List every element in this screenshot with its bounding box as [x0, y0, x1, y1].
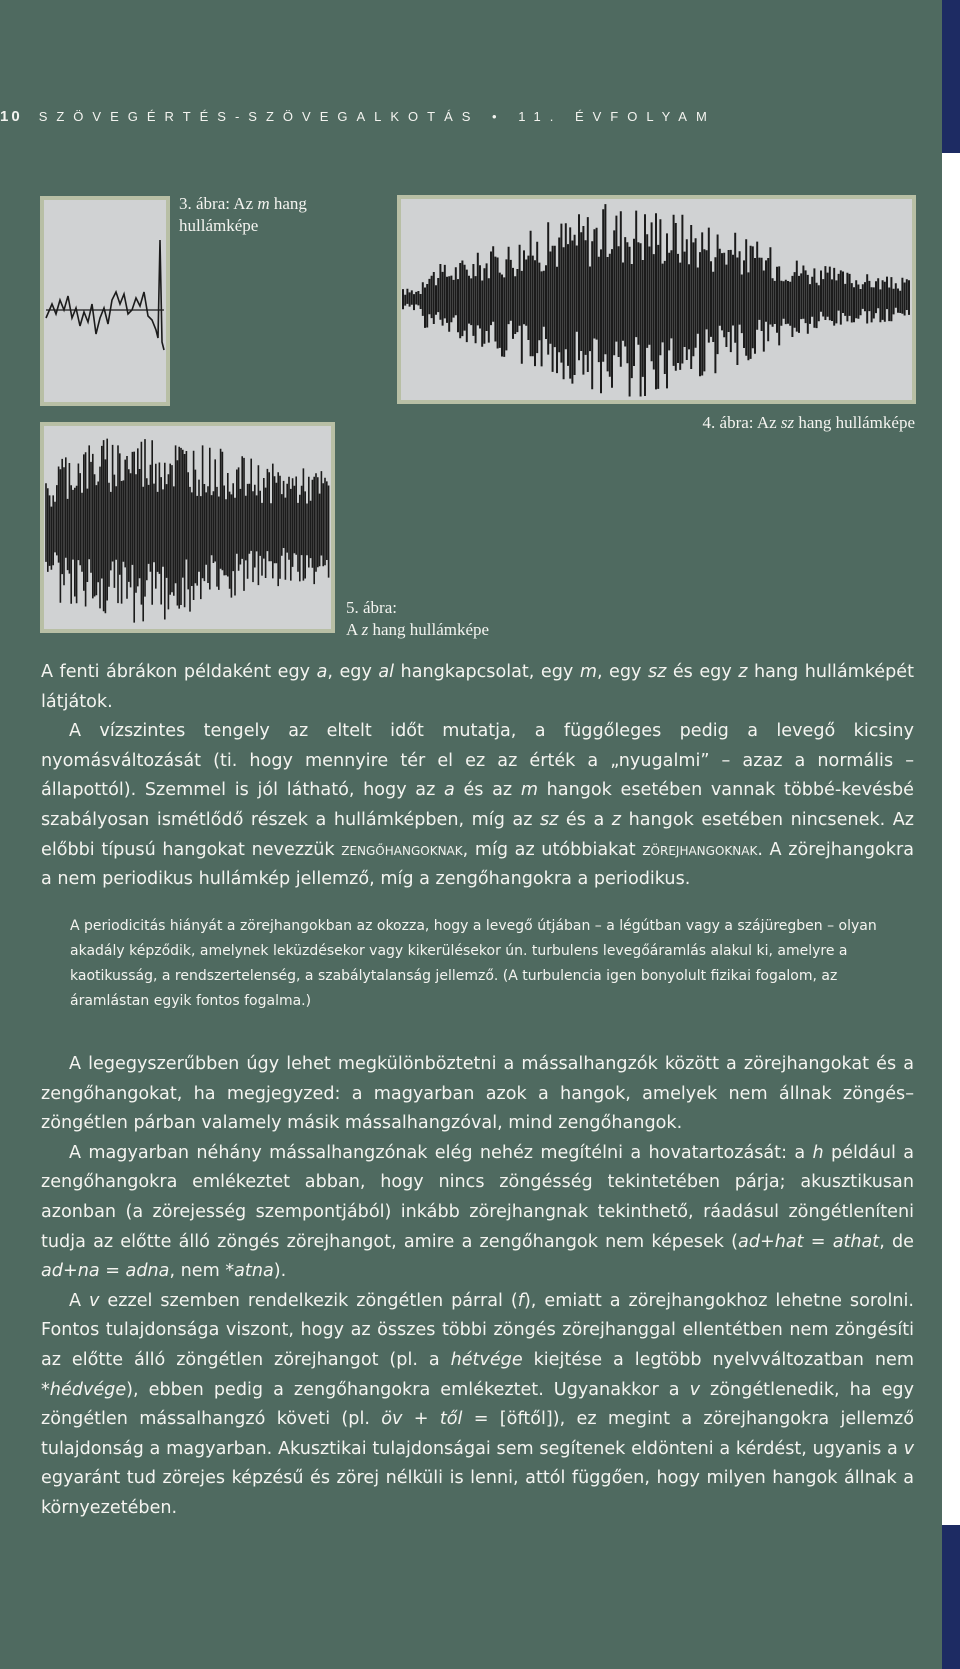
- paragraph-2: [41, 717, 914, 895]
- figure-5-caption: 5. ábra: A z hang hullámképe: [346, 598, 490, 639]
- paragraph-3: [41, 1050, 914, 1139]
- text-run: ), ebben pedig a zengőhangokra emlékeztet. Ugyanakkor a: [126, 1379, 690, 1400]
- text-run: A periodicitás hiányát a zörejhangokban az okozza, hogy a levegő útjában – a légútban vagy a szájüregben – olyan akadály képződik, amelynek leküzdésekor vagy kikerülésekor ún. turbulens levegőáramlás alakul ki, amelyre a kaotikusság, a rendszertelenség, a szabálytalanság jellemző. (A turbulencia igen bonyolult fizikai fogalom, az áramlástan egyik fontos fogalma.): [70, 918, 877, 1009]
- text-run: h: [812, 1142, 824, 1163]
- text-run: hétvége: [450, 1349, 523, 1370]
- intro-text: [41, 658, 914, 895]
- text-run: A vízszintes tengely az eltelt időt mutatja, a függőleges pedig a levegő kicsiny nyomásváltozását (ti. hogy mennyire tér el ez az érték a „nyugalmi” – azaz a normális – állapottól). Szemmel is jól látható, hogy az: [41, 721, 914, 801]
- text-run: és a: [558, 809, 612, 830]
- text-run: , nem *: [169, 1261, 235, 1282]
- text-run: hangkapcsolat, egy: [394, 662, 580, 682]
- text-run: m: [520, 780, 538, 801]
- text-run: hangok esetében vannak többé-kevésbé szabályosan ismétlődő részek a hullámképben, míg az: [41, 780, 914, 830]
- text-run: egyaránt tud zörejes képzésű és zörej nélküli is lenni, attól függően, hogy milyen hangok állnak a környezetében.: [41, 1468, 914, 1518]
- figure-4-caption: 4. ábra: Az sz hang hullámképe: [702, 413, 915, 432]
- paragraph-1: [41, 658, 914, 717]
- text-run: zöngétlenedik, ha egy zöngétlen mássalhangzó követi (pl.: [41, 1379, 914, 1430]
- text-run: ad+hat = athat: [738, 1231, 880, 1252]
- text-run: , míg az utóbbiakat: [462, 839, 643, 860]
- text-run: v: [689, 1379, 700, 1400]
- text-run: = [öftől]), ez megint a zörejhangokra jellemző tulajdonság a magyarban. Akusztikai tulajdonságai sem segítenek eldönteni a kérdést, ugyanis a: [41, 1409, 914, 1459]
- text-run: sz: [539, 809, 559, 830]
- text-run: a: [444, 780, 455, 801]
- text-run: sz: [647, 662, 667, 682]
- text-run: és egy: [666, 662, 739, 682]
- figure-sz-waveform: [397, 195, 916, 404]
- note-paragraph: [70, 914, 890, 1014]
- figure-z-waveform: [40, 422, 335, 633]
- text-run: a: [316, 662, 328, 682]
- text-run: m: [579, 662, 597, 682]
- text-run: ad+na = adna: [41, 1261, 170, 1282]
- text-run: atna: [234, 1261, 274, 1282]
- text-run: ezzel szemben rendelkezik zöngétlen párral (: [99, 1290, 518, 1311]
- text-run: A fenti ábrákon példaként egy: [41, 662, 317, 682]
- paragraph-4: [41, 1139, 914, 1287]
- text-run: zengőhangoknak: [341, 839, 463, 860]
- text-run: v: [903, 1438, 914, 1459]
- text-run: z: [611, 809, 622, 830]
- text-run: zörejhangoknak: [642, 839, 758, 860]
- text-run: f: [517, 1290, 524, 1311]
- right-edge-stripe: [942, 153, 960, 1525]
- text-run: A magyarban néhány mássalhangzónak elég nehéz megítélni a hovatartozását: a: [69, 1142, 813, 1163]
- text-run: A: [69, 1290, 90, 1311]
- text-run: al: [378, 662, 395, 682]
- text-run: hangok esetében nincsenek. Az előbbi típusú hangokat nevezzük: [41, 809, 914, 860]
- figure-m-waveform: [40, 196, 170, 406]
- text-run: hang hullámképét látjátok.: [41, 662, 915, 712]
- text-run: z: [738, 662, 748, 682]
- figure-3-caption: 3. ábra: Az m hang hullámképe: [179, 194, 307, 235]
- text-run: öv + től: [381, 1409, 463, 1430]
- paragraph-5: [41, 1287, 914, 1524]
- text-run: A legegyszerűbben úgy lehet megkülönböztetni a mássalhangzók között a zörejhangokat és a zengőhangokat, ha megjegyzed: a magyarban azok a hangok, amelyek nem állnak zöngés–zöngétlen párban valamely másik mássalhangzóval, mind zengőhangok.: [41, 1054, 914, 1134]
- running-header: [0, 108, 900, 125]
- text-run: kiejtése a legtöbb nyelvváltozatban nem *: [41, 1349, 914, 1400]
- page-number: 10: [0, 108, 23, 125]
- main-text: [41, 1050, 914, 1524]
- text-run: , de: [879, 1231, 914, 1252]
- text-run: , egy: [327, 662, 379, 682]
- text-run: ).: [273, 1261, 287, 1282]
- running-title: SZÖVEGÉRTÉS-SZÖVEGALKOTÁS • 11. ÉVFOLYAM: [38, 109, 716, 124]
- text-run: például a zengőhangokra emlékeztet abban, hogy nincs zöngésség tekintetében párja; akusztikusan azonban (a zörejesség szempontjából) inkább zörejhangnak tekinthető, ráadásul zöngétleníteni tudja az előtte álló zöngés zörejhangot, amire a zengőhangok nem képesek (: [41, 1142, 914, 1252]
- text-run: és az: [454, 780, 521, 801]
- text-run: hédvége: [49, 1379, 127, 1400]
- text-run: v: [89, 1290, 100, 1311]
- text-run: . A zörejhangokra a nem periodikus hullámkép jellemző, míg a zengőhangokra a periodikus.: [41, 839, 914, 890]
- text-run: , egy: [596, 662, 648, 682]
- text-run: ), emiatt a zörejhangokhoz lehetne sorolni. Fontos tulajdonsága viszont, hogy az összes többi zöngés zörejhanggal ellentétben nem zöngésíti az előtte álló zöngétlen zörejhangot (pl. a: [41, 1290, 914, 1370]
